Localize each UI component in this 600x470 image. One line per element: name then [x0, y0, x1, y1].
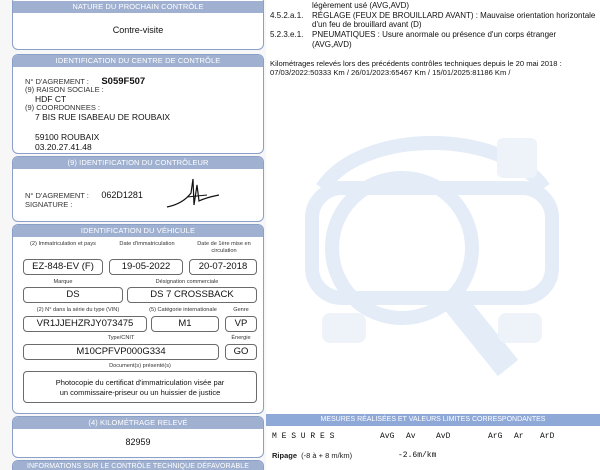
measures-col-ard: ArD — [540, 432, 555, 441]
defect2-text: PNEUMATIQUES : Usure anormale ou présence d'un corps étranger — [312, 30, 557, 39]
center-box — [12, 54, 264, 154]
plate-label: (2) Immatriculation et pays — [30, 241, 96, 247]
controller-box — [12, 156, 264, 222]
ripage-row — [272, 451, 352, 460]
center-address-line2: 59100 ROUBAIX — [35, 132, 100, 142]
center-company-value: HDF CT — [35, 94, 67, 104]
docs-field: Photocopie du certificat d'immatriculation visée par un commissaire-priseur ou un huissier de justice — [23, 371, 257, 403]
energy-field: GO — [225, 344, 257, 360]
center-phone: 03.20.27.41.48 — [35, 142, 92, 152]
defect2-text2: (AVG,AVD) — [312, 40, 352, 49]
mileage-box — [12, 416, 264, 458]
defect1-text: RÉGLAGE (FEUX DE BROUILLARD AVANT) : Mauvaise orientation horizontale — [312, 11, 596, 20]
next-control-header: NATURE DU PROCHAIN CONTRÔLE — [13, 1, 263, 13]
next-control-value: Contre-visite — [112, 25, 164, 35]
docs-label: Document(s) présenté(s) — [109, 363, 171, 369]
measures-col-avd: AvD — [436, 432, 451, 441]
vehicle-header: IDENTIFICATION DU VÉHICULE — [13, 225, 263, 237]
model-field: DS 7 CROSSBACK — [127, 287, 257, 303]
reg-date-label: Date d'immatriculation — [119, 241, 175, 247]
genre-label: Genre — [233, 307, 249, 313]
defect2-code: 5.2.3.e.1. — [270, 30, 304, 39]
measures-title: M E S U R E S — [272, 432, 335, 441]
reg-date-field: 19-05-2022 — [109, 259, 183, 275]
defect-line0: légèrement usé (AVG,AVD) — [312, 1, 410, 10]
measures-col-arg: ArG — [488, 432, 503, 441]
ripage-label: Ripage — [272, 451, 298, 460]
brand-field: DS — [23, 287, 123, 303]
measures-header: MESURES RÉALISÉES ET VALEURS LIMITES CORRESPONDANTES — [266, 414, 600, 426]
measures-col-avg: AvG — [380, 432, 395, 441]
first-date-field: 20-07-2018 — [189, 259, 257, 275]
measures-col-av: Av — [406, 432, 416, 441]
mileage-value: 82959 — [125, 437, 151, 447]
category-field: M1 — [151, 316, 219, 332]
unfavorable-info-header: INFORMATIONS SUR LE CONTRÔLE TECHNIQUE DÉFAVORABLE — [13, 461, 263, 470]
center-company-label: (9) RAISON SOCIALE : — [25, 85, 104, 94]
first-date-label: Date de 1ère mise en circulation — [197, 241, 251, 254]
defect1-text2: d'un feu de brouillard avant (D) — [312, 20, 422, 29]
vin-field: VR1JJEHZRJY073475 — [23, 316, 147, 332]
genre-field: VP — [225, 316, 257, 332]
km-history-values: 07/03/2022:50333 Km / 26/01/2023:65467 Km / 15/01/2025:81186 Km / — [270, 68, 511, 77]
center-agreement-value: S059F507 — [101, 76, 146, 87]
category-label: (5) Catégorie internationale — [149, 307, 217, 313]
plate-field: EZ-848-EV (F) — [23, 259, 103, 275]
center-agreement-label: N° D'AGREMENT : — [25, 77, 89, 86]
ripage-range: (-8 à + 8 m/km) — [301, 451, 353, 460]
vehicle-box — [12, 224, 264, 414]
next-control-box — [12, 0, 264, 50]
center-header: IDENTIFICATION DU CENTRE DE CONTRÔLE — [13, 55, 263, 67]
controller-agreement-label: N° D'AGREMENT : — [25, 191, 89, 200]
energy-label: Énergie — [231, 335, 251, 341]
center-address-line1: 7 BIS RUE ISABEAU DE ROUBAIX — [35, 112, 171, 122]
center-address-label: (9) COORDONNEES : — [25, 103, 101, 112]
watermark-car-icon — [282, 68, 582, 408]
model-label: Désignation commerciale — [155, 279, 219, 285]
controller-agreement-value: 062D1281 — [101, 190, 143, 200]
brand-label: Marque — [53, 279, 73, 285]
defect1-code: 4.5.2.a.1. — [270, 11, 304, 20]
unfavorable-info-box — [12, 460, 264, 470]
type-label: Type/CNIT — [107, 335, 135, 341]
type-field: M10CPFVP000G334 — [23, 344, 219, 360]
mileage-header: (4) KILOMÉTRAGE RELEVÉ — [13, 417, 263, 429]
measures-col-ar: Ar — [514, 432, 524, 441]
km-history-title: Kilométrages relevés lors des précédents contrôles techniques depuis le 20 mai 2018 : — [270, 59, 562, 68]
vin-label: (2) N° dans la série du type (VIN) — [36, 307, 120, 313]
controller-signature-label: SIGNATURE : — [25, 200, 73, 209]
ripage-value: -2.6m/km — [398, 451, 437, 460]
controller-header: (9) IDENTIFICATION DU CONTRÔLEUR — [13, 157, 263, 169]
signature-image — [163, 175, 223, 215]
